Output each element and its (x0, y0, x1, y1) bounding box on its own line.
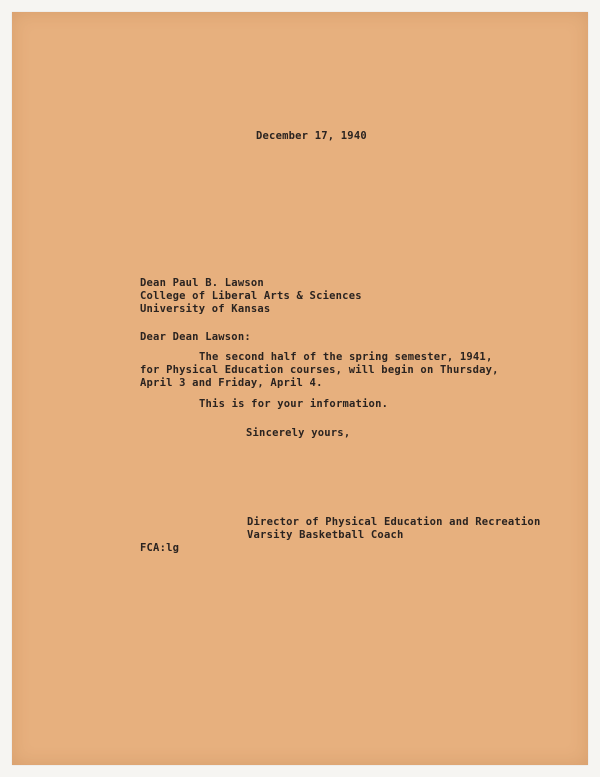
recipient-college: College of Liberal Arts & Sciences (140, 290, 362, 302)
body-paragraph-1-line-3: April 3 and Friday, April 4. (140, 377, 323, 389)
letter-page (12, 12, 588, 765)
body-paragraph-1-line-1: The second half of the spring semester, 1941, (199, 351, 493, 363)
salutation: Dear Dean Lawson: (140, 331, 251, 343)
body-paragraph-2-line-1: This is for your information. (199, 398, 389, 410)
signature-title-line-2: Varsity Basketball Coach (247, 529, 404, 541)
typist-initials: FCA:lg (140, 542, 180, 554)
recipient-university: University of Kansas (140, 303, 271, 315)
signature-title-line-1: Director of Physical Education and Recreation (247, 516, 541, 528)
body-paragraph-1-line-2: for Physical Education courses, will begin on Thursday, (140, 364, 499, 376)
letter-date: December 17, 1940 (256, 130, 367, 142)
recipient-name: Dean Paul B. Lawson (140, 277, 264, 289)
closing: Sincerely yours, (246, 427, 351, 439)
